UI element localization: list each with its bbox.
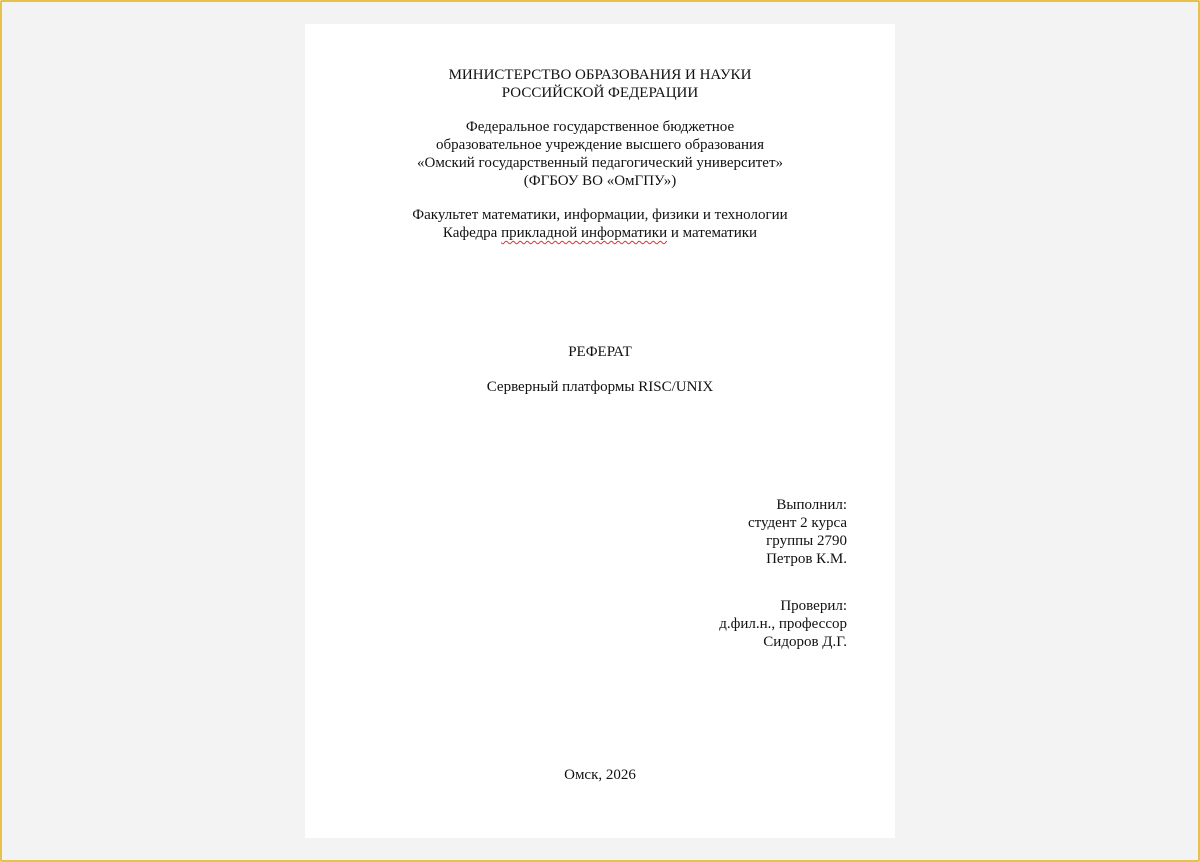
department-line	[305, 224, 895, 242]
faculty-block	[305, 206, 895, 242]
reviewer-block	[719, 597, 847, 651]
author-group: группы 2790	[766, 533, 847, 549]
city-year: Омск, 2026	[564, 767, 636, 783]
institution-block	[305, 118, 895, 190]
spellcheck-flagged-text: прикладной информатики	[501, 225, 668, 241]
author-name: Петров К.М.	[766, 551, 847, 567]
author-course: студент 2 курса	[747, 515, 847, 531]
institution-line-2: образовательное учреждение высшего образования	[436, 137, 764, 153]
institution-line-3: «Омский государственный педагогический университет»	[416, 155, 784, 171]
institution-line-1: Федеральное государственное бюджетное	[465, 119, 735, 135]
ministry-line-2: РОССИЙСКОЙ ФЕДЕРАЦИИ	[501, 85, 699, 101]
author-block	[748, 496, 847, 568]
reviewer-degree: д.фил.н., профессор	[719, 616, 847, 632]
author-label: Выполнил:	[776, 497, 847, 513]
reviewer-name: Сидоров Д.Г.	[763, 634, 847, 650]
document-page	[305, 24, 895, 838]
ministry-line-1: МИНИСТЕРСТВО ОБРАЗОВАНИЯ И НАУКИ	[448, 67, 752, 83]
ministry-header	[305, 66, 895, 102]
document-topic: Серверный платформы RISC/UNIX	[486, 379, 714, 395]
department-prefix: Кафедра	[442, 225, 502, 241]
reviewer-label: Проверил:	[780, 598, 847, 614]
faculty-line: Факультет математики, информации, физики и технологии	[412, 207, 788, 223]
department-suffix: и математики	[667, 225, 758, 241]
document-type: РЕФЕРАТ	[568, 344, 632, 360]
institution-line-4: (ФГБОУ ВО «ОмГПУ»)	[523, 173, 677, 189]
